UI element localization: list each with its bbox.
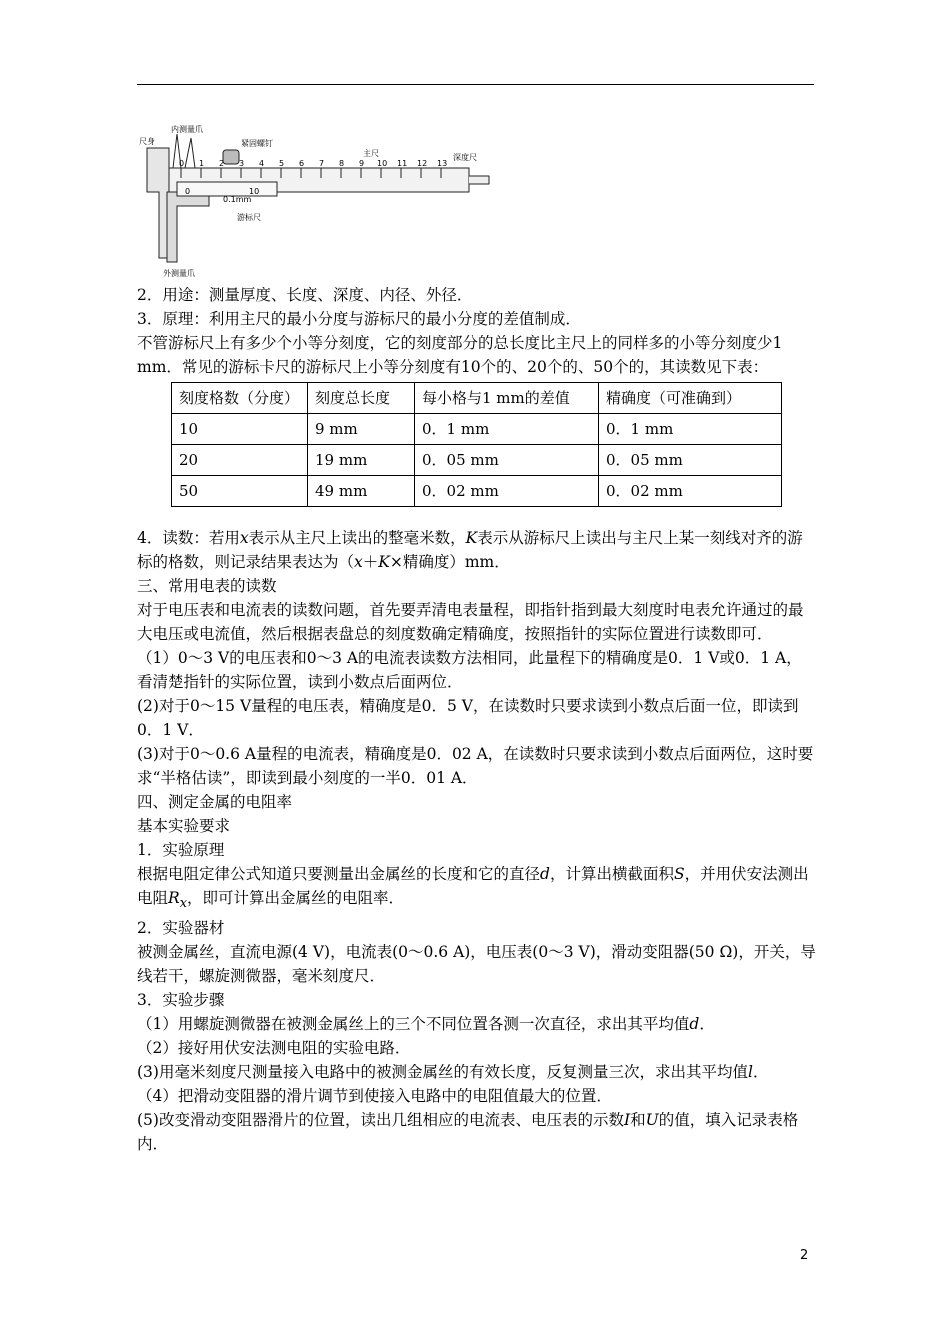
section-heading-resistivity: 四、测定金属的电阻率 <box>137 793 293 811</box>
step-4: （4）把滑动变阻器的滑片调节到使接入电路中的电阻值最大的位置． <box>137 1087 612 1106</box>
table-header: 精确度（可准确到） <box>599 383 782 414</box>
precision-label: 0.1mm <box>223 195 252 204</box>
table-cell: 0．05 mm <box>599 445 782 476</box>
block-usage-principle <box>137 283 817 379</box>
table-row <box>172 445 782 476</box>
fixed-jaw <box>147 148 169 258</box>
table-cell: 0．1 mm <box>415 414 599 445</box>
tick-label: 12 <box>417 159 428 168</box>
tick-label: 8 <box>339 159 345 168</box>
basic-requirements: 基本实验要求 <box>137 817 231 835</box>
label-body: 尺身 <box>139 137 155 146</box>
principle-paragraph: 根据电阻定律公式知道只要测量出金属丝的长度和它的直径d，计算出横截面积S，并用伏安法测出电阻$R_x$，即可计算出金属丝的电阻率． <box>137 865 809 912</box>
depth-rod <box>469 176 489 184</box>
tick-label: 1 <box>199 159 205 168</box>
table-row <box>172 414 782 445</box>
step-2: （2）接好用伏安法测电阻的实验电路． <box>137 1039 411 1058</box>
step-1: （1）用螺旋测微器在被测金属丝上的三个不同位置各测一次直径，求出其平均值d． <box>137 1015 715 1034</box>
label-depth-rod: 深度尺 <box>453 153 477 162</box>
table-cell: 0．1 mm <box>599 414 782 445</box>
reading-paragraph: 4．读数：若用x表示从主尺上读出的整毫米数，K表示从游标尺上读出与主尺上某一刻线对齐的游标的格数，则记录结果表达为（x＋K×精确度）mm． <box>137 529 803 571</box>
table-header: 每小格与1 mm的差值 <box>415 383 599 414</box>
tick-label: 4 <box>259 159 265 168</box>
subheading-principle: 1．实验原理 <box>137 841 225 859</box>
tick-label: 11 <box>397 159 408 168</box>
table-cell: 20 <box>172 445 308 476</box>
vernier-tick-label: 10 <box>249 187 260 196</box>
table-header-row <box>172 383 782 414</box>
table-cell: 0．02 mm <box>415 476 599 507</box>
tick-label: 0 <box>179 159 185 168</box>
meters-item-3: (3)对于0～0.6 A量程的电流表，精确度是0．02 A，在读数时只要求读到小数点后面两位，这时要求“半格估读”，即读到最小刻度的一半0．01 A． <box>137 745 814 787</box>
table-cell: 9 mm <box>308 414 415 445</box>
locking-screw <box>223 150 239 164</box>
tick-label: 7 <box>319 159 325 168</box>
table-cell: 19 mm <box>308 445 415 476</box>
block-main-text <box>137 526 817 1156</box>
meters-intro: 对于电压表和电流表的读数问题，首先要弄清电表量程，即指针指到最大刻度时电表允许通过的最大电压或电流值，然后根据表盘总的刻度数确定精确度，按照指针的实际位置进行读数即可． <box>137 601 804 643</box>
tick-label: 6 <box>299 159 305 168</box>
step-3: (3)用毫米刻度尺测量接入电路中的被测金属丝的有效长度，反复测量三次，求出其平均值l． <box>137 1063 769 1082</box>
step-5: (5)改变滑动变阻器滑片的位置，读出几组相应的电流表、电压表的示数I和U的值，填入记录表格内． <box>137 1111 799 1154</box>
table-cell: 0．05 mm <box>415 445 599 476</box>
subheading-steps: 3．实验步骤 <box>137 991 225 1010</box>
precision-table <box>171 382 782 507</box>
table-cell: 10 <box>172 414 308 445</box>
table-cell: 49 mm <box>308 476 415 507</box>
table-header: 刻度总长度 <box>308 383 415 414</box>
label-main-scale: 主尺 <box>363 149 379 158</box>
vernier-plate <box>177 182 277 196</box>
principle-detail: 不管游标尺上有多少个小等分刻度，它的刻度部分的总长度比主尺上的同样多的小等分刻度少1 mm．常见的游标卡尺的游标尺上小等分刻度有10个的、20个的、50个的，其读数见下表： <box>137 334 783 376</box>
vernier-caliper-figure <box>137 120 497 280</box>
tick-label: 3 <box>239 159 245 168</box>
tick-label: 5 <box>279 159 285 168</box>
label-screw: 紧固螺钉 <box>241 139 273 148</box>
tick-label: 13 <box>437 159 448 168</box>
equipment-paragraph: 被测金属丝，直流电源(4 V)，电流表(0～0.6 A)，电压表(0～3 V)，滑动变阻器(50 Ω)，开关，导线若干，螺旋测微器，毫米刻度尺． <box>137 943 816 986</box>
tick-label: 2 <box>219 159 225 168</box>
table-cell: 0．02 mm <box>599 476 782 507</box>
label-inner-jaws: 内测量爪 <box>171 125 203 134</box>
inner-jaw-b <box>185 138 195 168</box>
page-number: 2 <box>800 1248 809 1263</box>
usage-line: 2．用途：测量厚度、长度、深度、内径、外径． <box>137 286 473 304</box>
principle-line: 3．原理：利用主尺的最小分度与游标尺的最小分度的差值制成． <box>137 310 581 328</box>
label-outer-jaws: 外测量爪 <box>163 269 195 278</box>
vernier-tick-label: 0 <box>185 187 191 196</box>
table-header: 刻度格数（分度） <box>172 383 308 414</box>
sliding-jaw <box>167 192 209 262</box>
meters-item-2: (2)对于0～15 V量程的电压表，精确度是0．5 V，在读数时只要求读到小数点后面一位，即读到0．1 V． <box>137 697 799 739</box>
subheading-equipment: 2．实验器材 <box>137 919 225 938</box>
header-rule <box>137 84 814 85</box>
meters-item-1: （1）0～3 V的电压表和0～3 A的电流表读数方法相同，此量程下的精确度是0．1 V或0．1 A，看清楚指针的实际位置，读到小数点后面两位． <box>137 649 802 691</box>
section-heading-meters: 三、常用电表的读数 <box>137 577 277 595</box>
table-cell: 50 <box>172 476 308 507</box>
tick-label: 10 <box>377 159 388 168</box>
table-row <box>172 476 782 507</box>
tick-label: 9 <box>359 159 365 168</box>
label-vernier: 游标尺 <box>237 213 261 222</box>
main-scale-numbers <box>179 159 447 168</box>
